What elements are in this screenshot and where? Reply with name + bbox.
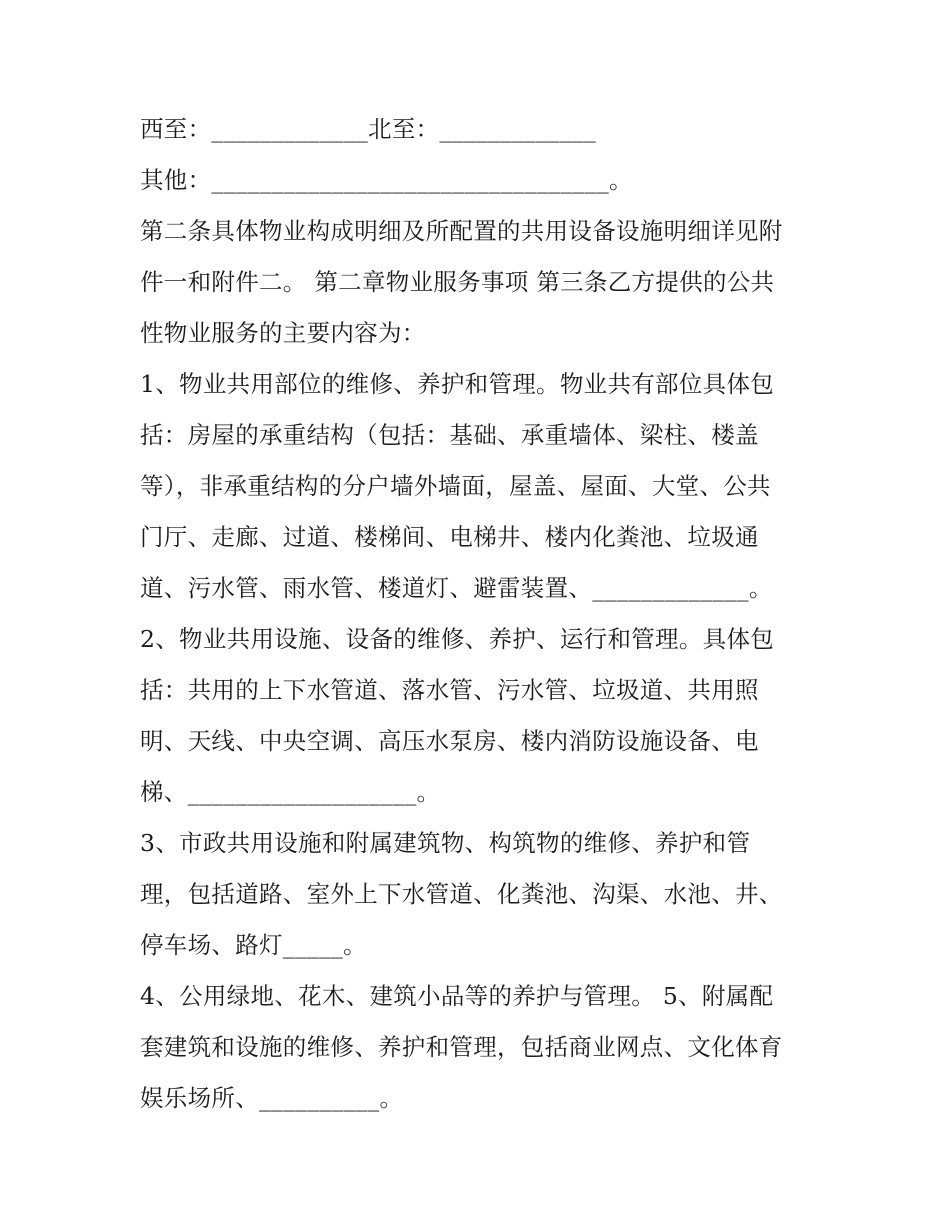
text-line: 括：房屋的承重结构（包括：基础、承重墙体、梁柱、楼盖 xyxy=(140,421,759,449)
text-line: 其他：_________________________________。 xyxy=(140,166,633,194)
text-line: 括：共用的上下水管道、落水管、污水管、垃圾道、共用照 xyxy=(140,676,759,704)
text-line: 1、物业共用部位的维修、养护和管理。物业共有部位具体包 xyxy=(140,370,775,398)
text-line: 西至：_____________北至：_____________ xyxy=(140,115,597,143)
document-body xyxy=(140,104,820,1124)
text-line: 第二条具体物业构成明细及所配置的共用设备设施明细详见附 xyxy=(140,217,783,245)
text-line: 理，包括道路、室外上下水管道、化粪池、沟渠、水池、井、 xyxy=(140,880,783,908)
text-line: 门厅、走廊、过道、楼梯间、电梯井、楼内化粪池、垃圾通 xyxy=(140,523,759,551)
text-line: 停车场、路灯_____。 xyxy=(140,931,367,959)
text-line: 等），非承重结构的分户墙外墙面，屋盖、屋面、大堂、公共 xyxy=(140,472,771,500)
text-line: 明、天线、中央空调、高压水泵房、楼内消防设施设备、电 xyxy=(140,727,759,755)
text-line: 3、市政共用设施和附属建筑物、构筑物的维修、养护和管 xyxy=(140,829,751,857)
text-line: 件一和附件二。 第二章物业服务事项 第三条乙方提供的公共 xyxy=(140,268,775,296)
text-line: 娱乐场所、__________。 xyxy=(140,1084,404,1112)
text-line: 套建筑和设施的维修、养护和管理，包括商业网点、文化体育 xyxy=(140,1033,783,1061)
text-line: 梯、___________________。 xyxy=(140,778,441,806)
text-line: 4、公用绿地、花木、建筑小品等的养护与管理。 5、附属配 xyxy=(140,982,774,1010)
text-line: 性物业服务的主要内容为： xyxy=(140,319,426,347)
text-line: 2、物业共用设施、设备的维修、养护、运行和管理。具体包 xyxy=(140,625,775,653)
text-line: 道、污水管、雨水管、楼道灯、避雷装置、_____________。 xyxy=(140,574,773,602)
